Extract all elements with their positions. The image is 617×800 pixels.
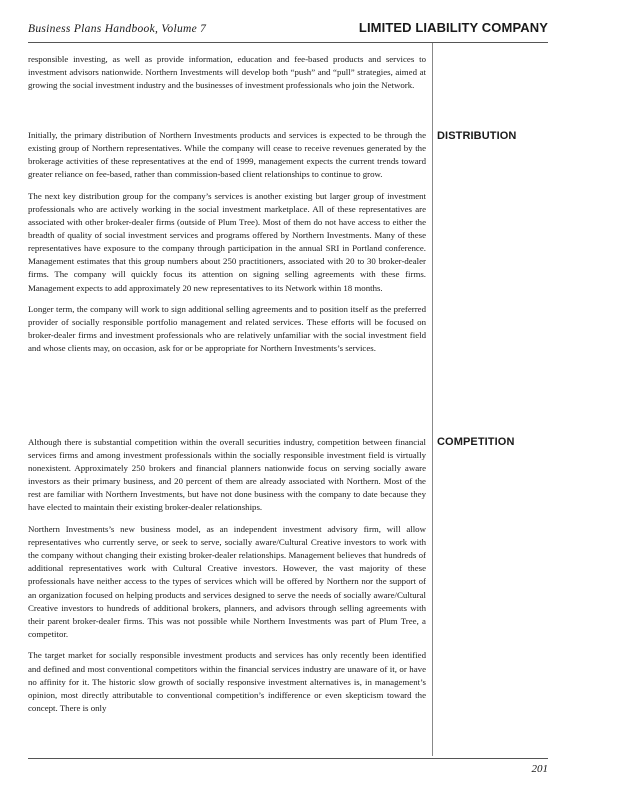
intro-section [28,53,426,101]
book-title: Business Plans Handbook, Volume 7 [28,23,207,35]
header-rule [28,42,548,43]
distribution-section [28,129,426,364]
column-divider [432,43,433,756]
plan-title: LIMITED LIABILITY COMPANY [358,20,548,35]
competition-paragraph: The target market for socially responsible investment products and services has only recently been identified and defined and most conventional competitors within the financial services industry are unaware of it, or have no affinity for it. The historic slow growth of socially responsive investment alternatives is, in management’s opinion, most directly attributable to conventional competition’s indifference or even skepticism toward the concept. There is only [28,650,426,713]
running-header [28,20,548,40]
distribution-heading: DISTRIBUTION [437,130,517,142]
distribution-paragraph: The next key distribution group for the company’s services is another existing but larger group of investment professionals who are actively working in the social investment marketplace. All of these representatives are associated with other broker-dealer firms (outside of Plum Tree). Most of them do not have access to either the breadth of quality of social investment services and programs offered by Northern Investments. Many of these representatives have exposure to the company through participation in the annual SRI in Portland conference. Management estimates that this group numbers about 250 practitioners, associated with 20 to 30 broker-dealer firms. The company will quickly focus its attention on signing selling agreements with these firms. Management expects to add approximately 20 new representatives to its Network within 18 months. [28,190,426,293]
page-number: 201 [531,763,548,775]
competition-section [28,436,426,723]
intro-paragraph: responsible investing, as well as provide information, education and fee-based products and services to investment advisors nationwide. Northern Investments will develop both “push” and “pull” strategies, aimed at growing the social investment industry and the businesses of investment professionals who join the Network. [28,54,426,91]
competition-paragraph: Northern Investments’s new business model, as an independent investment advisory firm, will allow representatives who currently serve, or seek to serve, socially aware/Cultural Creative investors to work with the company without changing their existing broker-dealer relationships. Management believes that hundreds of additional representatives work with Cultural Creative investors. However, the vast majority of these professionals have neither access to the types of services which will be offered by Northern nor the support of an organization focused on helping products and services designed to serve the needs of socially aware/Cultural Creative investors to hundreds of additional brokers, planners, and advisors through selling agreements with their parent broker-dealer firms. This was not possible while Northern Investments was part of Plum Tree, a competitor. [28,524,426,639]
distribution-paragraph: Initially, the primary distribution of Northern Investments products and services is expected to be through the existing group of Northern representatives. While the company will cease to receive revenues generated by the brokerage activities of these representatives at the end of 1999, management expects the current trends toward greater reliance on fee-based, rather than commission-based client relationships to continue to grow. [28,130,426,180]
distribution-paragraph: Longer term, the company will work to sign additional selling agreements and to position itself as the preferred provider of socially responsible portfolio management and related services. These efforts will be focused on broker-dealer firms and investment professionals who are relatively unfamiliar with the social investment field and whose clients may, on occasion, ask for or be appropriate for Northern Investments’s services. [28,304,426,354]
footer-rule [28,758,548,759]
competition-paragraph: Although there is substantial competition within the overall securities industry, competition between financial services firms and among investment professionals within the socially responsible investment field is virtually nonexistent. Approximately 250 brokers and financial planners nationwide focus on serving socially aware investors as their primary business, and 20 percent of them are already associated with Northern. Most of the rest are familiar with Northern Investments, but have not done business with the company to date because they have elected to maintain their existing broker-dealer relationships. [28,437,426,513]
competition-heading: COMPETITION [437,436,515,448]
